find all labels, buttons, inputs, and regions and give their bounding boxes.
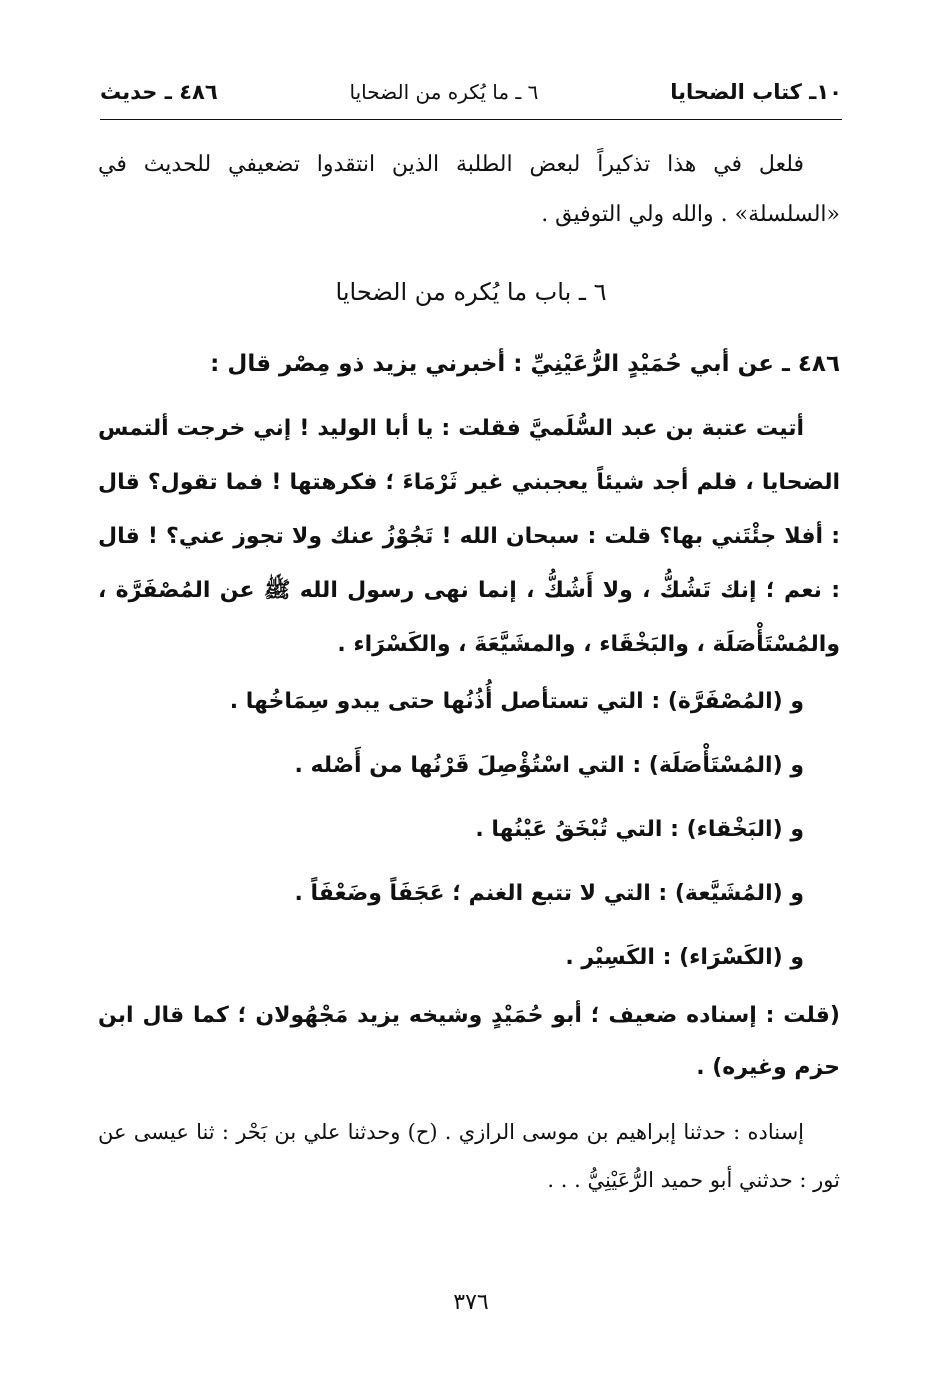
chapter-title: ٦ ـ باب ما يُكره من الضحايا [335, 278, 607, 306]
header-rule [100, 119, 842, 120]
hadith-heading: ٤٨٦ ـ عن أبي حُمَيْدٍ الرُّعَيْنِيِّ : أخبرني يزيد ذو مِصْر قال : [210, 351, 840, 377]
hadith-text [98, 402, 840, 672]
isnad-paragraph [98, 1108, 840, 1204]
isnad-text: إسناده : حدثنا إبراهيم بن موسى الرازي . (ح) وحدثنا علي بن بَحْر : ثنا عيسى عن ثور : حدثني أبو حميد الرُّعَيْنِيُّ . . . [98, 1120, 840, 1192]
grading-note [98, 990, 840, 1094]
header-hadith-number: ٤٨٦ ـ حديث [100, 80, 218, 104]
definition-item: و (المُشَيَّعة) : التي لا تتبع الغنم ؛ عَجَفَاً وضَعْفَاً . [294, 881, 804, 906]
grading-note-text: (قلت : إسناده ضعيف ؛ أبو حُمَيْدٍ وشيخه يزيد مَجْهُولان ؛ كما قال ابن حزم وغيره) . [98, 1003, 840, 1080]
intro-paragraph [98, 140, 840, 240]
definition-item: و (المُسْتَأْصَلَة) : التي اسْتُؤْصِلَ قَرْنُها من أَصْله . [294, 753, 804, 778]
definition-item: و (البَخْقاء) : التي تُبْخَقُ عَيْنُها . [475, 817, 804, 842]
header-book-title: ١٠ـ كتاب الضحايا [670, 80, 842, 104]
definition-item: و (الكَسْرَاء) : الكَسِيْر . [565, 945, 804, 970]
hadith-body: أتيت عتبة بن عبد السُّلَميَّ فقلت : يا أبا الوليد ! إني خرجت ألتمس الضحايا ، فلم أجد شيئاً يعجبني غير ثَرْمَاءَ ؛ فكرهتها ! فما تقول؟ قال : أفلا جئْتَني بها؟ قلت : سبحان الله ! تَجُوْزُ عنك ولا تجوز عني؟ ! قال : نعم ؛ إنك تَشُكُّ ، ولا أَشُكُّ ، إنما نهى رسول الله ﷺ عن المُصْفَرَّة ، والمُسْتَأْصَلَة ، والبَخْقَاء ، والمشَيَّعَةَ ، والكَسْرَاء . [98, 416, 840, 657]
page-number: ٣٧٦ [453, 1290, 489, 1315]
definition-item: و (المُصْفَرَّة) : التي تستأصل أُذُنُها حتى يبدو سِمَاخُها . [229, 689, 804, 714]
header-chapter-title: ٦ ـ ما يُكره من الضحايا [349, 80, 539, 104]
running-header [100, 70, 842, 114]
definitions-list [98, 670, 840, 990]
intro-text: فلعل في هذا تذكيراً لبعض الطلبة الذين انتقدوا تضعيفي للحديث في «السلسلة» . والله ولي التوفيق . [98, 152, 840, 227]
